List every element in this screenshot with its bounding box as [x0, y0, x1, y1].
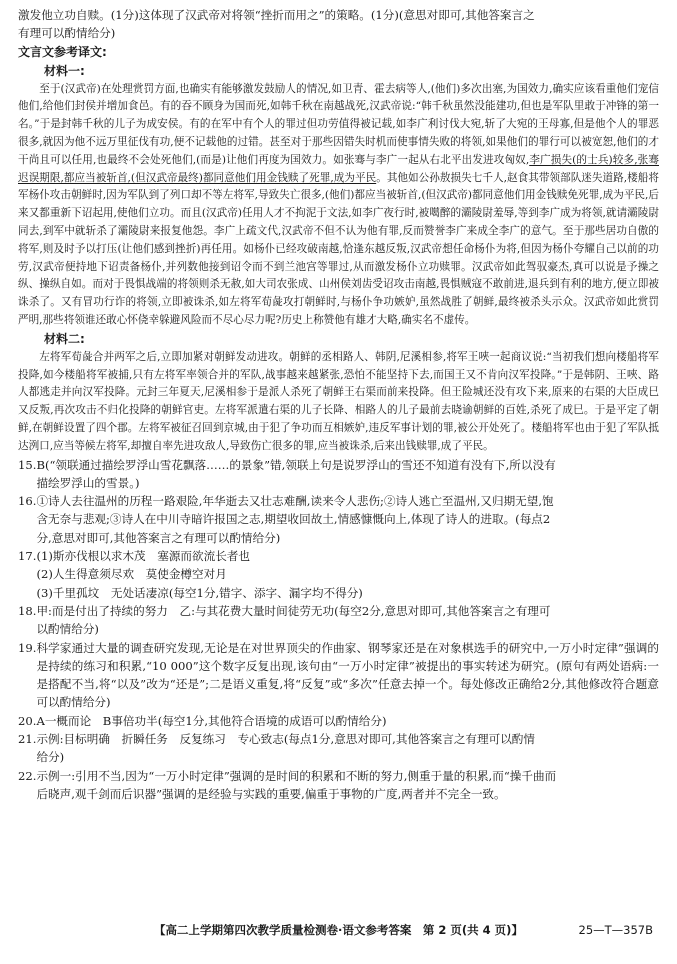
answer-text: 当,将“以及”改为“还是”;二是语义重复,将“反复”或“多次”任意去掉一个。每处修改正确给2分,其他修 [83, 677, 601, 692]
answer-text: (3)千里孤坟 无处话凄凉(每空1分,错字、添字、漏字均不得分) [36, 585, 363, 600]
answer-text: 描绘罗浮山的雪景。) [36, 475, 140, 490]
answer-number: 21. [18, 731, 37, 746]
answer-15 [18, 456, 659, 493]
material-one-part-a: 至于(汉武帝)在处理赏罚方面,也确实有能够激发鼓励人的情况,如卫青、霍去病等人,(他们)多次出塞,为国效力,确实应该看重他们宠信他们,给他们封侯并增加食邑。有的吞不顾身为国而死,如韩千秋在南越战死,汉武帝说:“韩千秋虽然没能建功,但也是军队里敢于冲锋的第一名。”于是封韩千秋的儿子为成安侯。有的在军中有个人的罪过但功劳值得被记载,如李广利讨伐大宛,斩了大宛的王母寡,但是他个人的罪恶很多,就因为他不远万里征伐有功,便不记载他的过错。甚至对于那些因错失时机而使事情失败的将领,如果他们的罪行可以被宽恕,他们的才干尚且可以任用,也最终不会处死他们,(而是)让他们再度为国效力。如张骞与李广一起从右北平出发进攻匈奴, [18, 82, 659, 166]
answer-text: ①诗人去往温州的历程一路艰险,年华逝去又壮志难酬,读来令人悲伤;②诗人逃亡至温州,又归期无望,饱 [36, 494, 554, 509]
answer-text: 万小时定律”强调的是持续的练习和积累,“10 000”这个数字反复出现,该句由“一万小时定律”被提出的事实转述为研究。(原句有两处语病:一是搭配不 [36, 640, 659, 692]
footer-title: 【高二上学期第四次教学质量检测卷·语文参考答案 第 2 页(共 4 页)】 [154, 923, 523, 937]
answer-21 [18, 730, 659, 767]
material-one-title: 材料一: [44, 63, 85, 78]
answer-text: 示例一:引用不当,因为“一万小时定律”强调的是时间的积累和不断的努力,侧重于量的积累,而“操千曲而 [36, 768, 557, 783]
answer-number: 19. [18, 640, 37, 655]
answer-text: (2)人生得意须尽欢 莫使金樽空对月 [36, 567, 227, 582]
answer-17 [18, 547, 659, 602]
answer-19 [18, 639, 659, 712]
translation-title: 文言文参考译文: [18, 44, 107, 59]
page-footer [0, 922, 677, 938]
answer-number: 22. [18, 768, 37, 783]
answer-text: (1)斯亦伐根以求木茂 塞源而欲流长者也 [36, 549, 250, 564]
answer-number: 18. [18, 603, 37, 618]
answer-text: 甲:而是付出了持续的努力 乙:与其花费大量时间徒劳无功(每空2分,意思对即可,其他答案言之有理可 [36, 603, 551, 618]
answer-number: 16. [18, 494, 37, 509]
answer-text: 科学家通过大量的调查研究发现,无论是在对世界顶尖的作曲家、钢琴家还是在对象棋选手的研究中,一 [36, 640, 560, 655]
carryover-line-1: 激发他立功自赎。(1分)这体现了汉武帝对将领“挫折而用之”的策略。(1分)(意思对即可,其他答案言之 [18, 8, 535, 22]
answer-16 [18, 492, 659, 547]
answer-text: 改符合题意可以酌情给分) [36, 677, 659, 710]
answer-text: 给分) [36, 750, 65, 765]
answer-22 [18, 767, 659, 804]
material-two-title: 材料二: [44, 331, 85, 346]
answer-text: 后晓声,观千剑而后识器”强调的是经验与实践的重要,偏重于事物的广度,两者并不完全一致。 [36, 786, 506, 801]
material-two-text: 左将军荀彘合并两军之后,立即加紧对朝鲜发动进攻。朝鲜的丞相路人、韩阴,尼溪相参,将军王唊一起商议说:“当初我们想向楼船将军投降,如今楼船将军被捕,只有左将军率领合并的军队,战事越来越紧张,恐怕不能坚持下去,而国王又不肯向汉军投降。”于是韩阴、王唊、路人都逃走并向汉军投降。元封三年夏天,尼溪相参于是派人杀死了朝鲜王右渠而前来投降。但王险城还没有攻下来,原来的右渠的大臣成巳又反叛,再次攻击不归化投降的朝鲜官吏。左将军派遣右渠的儿子长降、相路人的儿子最前去晓谕朝鲜的百姓,杀死了成巳。于是平定了朝鲜,在朝鲜设置了四个郡。左将军被征召回到京城,由于犯了争功而互相嫉妒,违反军事计划的罪,被公开处死了。楼船将军也由于犯了军队抵达洌口,应当等候左将军,却擅自率先进攻敌人,导致伤亡很多的罪,应当被诛杀,后来出钱赎罪,成了平民。 [18, 350, 659, 452]
carryover-line-2: 有理可以酌情给分) [18, 26, 116, 41]
answer-text: 含无奈与悲观;③诗人在中川寺暗许报国之志,期望收回故土,情感慷慨向上,体现了诗人的进取。(每点2 [36, 512, 551, 527]
answer-text: B(“领联通过描绘罗浮山雪花飘落……的景象”错,领联上句是说罗浮山的雪还不知道有没有下,所以没有 [36, 457, 556, 472]
answer-18 [18, 602, 659, 639]
material-one-text [18, 81, 659, 330]
exam-code: 25—T—357B [578, 923, 653, 937]
answer-number: 20. [18, 713, 37, 728]
answer-text: 以酌情给分) [36, 622, 99, 637]
answer-text: A一概而论 B事倍功半(每空1分,其他符合语境的成语可以酌情给分) [36, 713, 387, 728]
answer-number: 17. [18, 549, 37, 564]
answer-20 [18, 712, 659, 730]
answer-text: 分,意思对即可,其他答案言之有理可以酌情给分) [36, 530, 281, 545]
material-one-underlined: 李广损失(的士兵)较多,张骞迟误期限,都应当被斩首,(但汉武帝最终)都同意他们用金钱赎了死罪,成为平民 [18, 153, 659, 184]
answer-number: 15. [18, 457, 37, 472]
answer-text: 示例:目标明确 折瞬任务 反复练习 专心致志(每点1分,意思对即可,其他答案言之有理可以酌情 [36, 731, 535, 746]
material-one-part-b: 。其他如公孙敖损失七千人,赵食其带领部队迷失道路,楼船将军杨仆攻击朝鲜时,因为军队到了列口却不等左将军,导致失亡很多,(他们)都应当被斩首,(但汉武帝)都同意他们用金钱赎免死罪,成为平民,后来又都重新下诏起用,使他们立功。而且(汉武帝)任用人才不拘泥于文法,如李广夜行时,被噶醉的灞陵尉羞辱,等到李广成为将领,就请灞陵尉同去,到军中就斩杀了灞陵尉来报复他怨。李广上疏文代,汉武帝不但不认为他有罪,反而赞誉李广来成全李广的意气。至于那些居功自傲的将军,则及时予以打压(让他们感到挫折)再任用。如杨仆已经攻破南越,恰逢东越反叛,汉武帝想任命杨仆为将,但因为杨仆夸耀自己以前的功劳,汉武帝便持地下诏责备杨仆,并列数他接到诏令而不到兰池宫等罪过,从而激发杨仆立功赎罪。汉武帝如此驾驭豪杰,真可以说是予操之纵、操纵自如。而对于畏惧战端的将领则杀无赦,如大司农张成、山州侯刘齿受诏攻击南越,畏惧贼寇不敢前进,退兵到有利的地方,便立即被诛杀了。又有冒功行诈的将领,立即被诛杀,如左将军荀彘攻打朝鲜时,与杨仆争功嫉妒,虽然战胜了朝鲜,最终被杀头示众。汉武帝如此赏罚严明,那些将领谁还敢心怀侥幸躲避风险而不尽心尽力呢?历史上称赞他有雄才大略,确实名不虚传。 [18, 171, 659, 326]
